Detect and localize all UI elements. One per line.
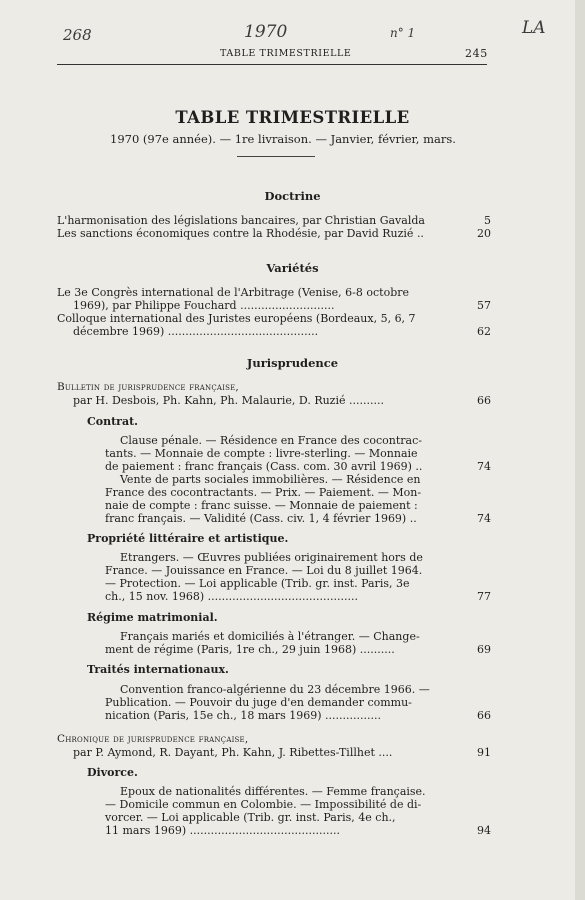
bulletin-title: Bulletin de jurisprudence française, — [57, 381, 239, 393]
divorce-line-2: — Domicile commun en Colombie. — Impossibilité de di- — [105, 798, 422, 811]
doctrine-entry-1: L'harmonisation des législations bancaires, par Christian Gavalda — [57, 214, 425, 227]
chronique-authors: par P. Aymond, R. Dayant, Ph. Kahn, J. Ribettes-Tillhet .... — [73, 746, 393, 759]
contrat-line-4: Vente de parts sociales immobilières. — Résidence en — [120, 473, 421, 486]
contrat-line-1: Clause pénale. — Résidence en France des cocontrac- — [120, 434, 422, 447]
subheading-traites: Traités internationaux. — [87, 663, 229, 676]
page-number: 245 — [465, 47, 488, 60]
handwritten-right-mark: LA — [522, 18, 546, 38]
contrat-line-3: de paiement : franc français (Cass. com. 30 avril 1969) .. — [105, 460, 423, 473]
regime-page: 69 — [477, 643, 491, 656]
running-head-title: TABLE TRIMESTRIELLE — [220, 48, 352, 59]
contrat-line-2: tants. — Monnaie de compte : livre-sterling. — Monnaie — [105, 447, 418, 460]
subheading-contrat: Contrat. — [87, 415, 139, 428]
doctrine-entry-1-page: 5 — [484, 214, 491, 227]
divorce-line-4: 11 mars 1969) ........................................... — [105, 824, 341, 837]
title-divider — [237, 156, 315, 157]
contrat-page-1: 74 — [477, 460, 491, 473]
section-heading-jurisprudence: Jurisprudence — [246, 356, 339, 370]
section-heading-doctrine: Doctrine — [264, 189, 321, 203]
divorce-line-3: vorcer. — Loi applicable (Trib. gr. inst. Paris, 4e ch., — [105, 811, 396, 824]
bulletin-authors: par H. Desbois, Ph. Kahn, Ph. Malaurie, D. Ruzié .......... — [73, 394, 384, 407]
section-heading-varietes: Variétés — [266, 261, 319, 275]
regime-line-1: Français mariés et domiciliés à l'étranger. — Change- — [120, 630, 420, 643]
handwritten-mark: n° 1 — [390, 26, 416, 40]
chronique-title: Chronique de jurisprudence française, — [57, 733, 249, 745]
handwritten-year: 1970 — [244, 22, 288, 42]
page-title: TABLE TRIMESTRIELLE — [175, 108, 410, 127]
traites-line-1: Convention franco-algérienne du 23 décembre 1966. — — [120, 683, 430, 696]
traites-page: 66 — [477, 709, 491, 722]
doctrine-entry-2: Les sanctions économiques contre la Rhodésie, par David Ruzié .. — [57, 227, 424, 240]
chronique-page: 91 — [477, 746, 491, 759]
contrat-line-6: naie de compte : franc suisse. — Monnaie de paiement : — [105, 499, 418, 512]
regime-line-2: ment de régime (Paris, 1re ch., 29 juin 1968) .......... — [105, 643, 395, 656]
contrat-line-5: France des cocontractants. — Prix. — Paiement. — Mon- — [105, 486, 422, 499]
propriete-line-3: — Protection. — Loi applicable (Trib. gr. inst. Paris, 3e — [105, 577, 410, 590]
varietes-line-1: Le 3e Congrès international de l'Arbitrage (Venise, 6-8 octobre — [57, 286, 410, 299]
page-edge — [575, 0, 585, 900]
varietes-page-1: 57 — [477, 299, 491, 312]
page-subtitle: 1970 (97e année). — 1re livraison. — Janvier, février, mars. — [110, 132, 456, 146]
traites-line-3: nication (Paris, 15e ch., 18 mars 1969) ................ — [105, 709, 381, 722]
propriete-page: 77 — [477, 590, 491, 603]
propriete-line-2: France. — Jouissance en France. — Loi du 8 juillet 1964. — [105, 564, 423, 577]
divorce-line-1: Epoux de nationalités différentes. — Femme française. — [120, 785, 426, 798]
doctrine-entry-2-page: 20 — [477, 227, 491, 240]
propriete-line-1: Etrangers. — Œuvres publiées originairement hors de — [120, 551, 423, 564]
bulletin-page: 66 — [477, 394, 491, 407]
contrat-page-2: 74 — [477, 512, 491, 525]
varietes-page-2: 62 — [477, 325, 491, 338]
subheading-regime: Régime matrimonial. — [87, 611, 218, 624]
propriete-line-4: ch., 15 nov. 1968) ........................................... — [105, 590, 358, 603]
contrat-line-7: franc français. — Validité (Cass. civ. 1, 4 février 1969) .. — [105, 512, 417, 525]
running-head — [0, 47, 585, 63]
subheading-propriete: Propriété littéraire et artistique. — [87, 532, 289, 545]
traites-line-2: Publication. — Pouvoir du juge d'en demander commu- — [105, 696, 412, 709]
divorce-page: 94 — [477, 824, 491, 837]
header-rule — [57, 64, 487, 65]
handwritten-number: 268 — [63, 26, 92, 44]
varietes-line-4: décembre 1969) ........................................... — [73, 325, 319, 338]
varietes-line-2: 1969), par Philippe Fouchard ........................... — [73, 299, 335, 312]
varietes-line-3: Colloque international des Juristes européens (Bordeaux, 5, 6, 7 — [57, 312, 416, 325]
subheading-divorce: Divorce. — [87, 766, 138, 779]
